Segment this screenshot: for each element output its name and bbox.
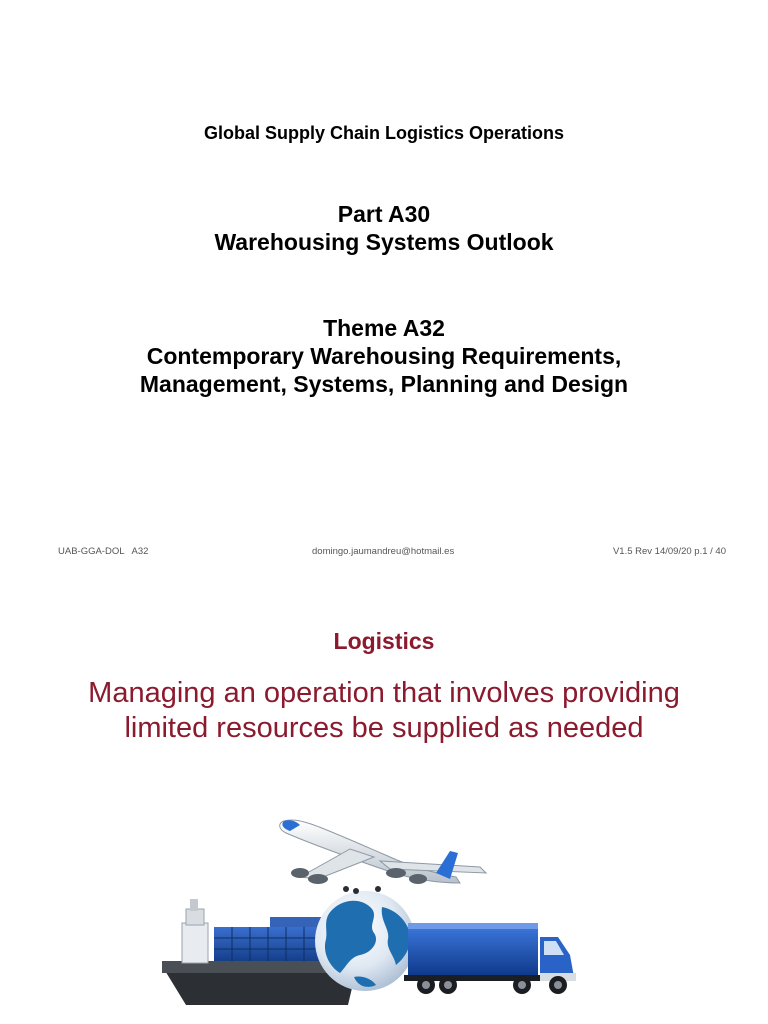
footer-version: V1.5 Rev 14/09/20 p.1 / 40 <box>612 546 726 557</box>
slide-body <box>0 676 768 746</box>
slide-heading: Logistics <box>333 628 435 654</box>
part-title: Warehousing Systems Outlook <box>214 229 554 255</box>
theme-title-line-2: Management, Systems, Planning and Design <box>139 371 629 397</box>
slide-2 <box>0 576 768 1024</box>
course-title: Global Supply Chain Logistics Operations <box>203 123 565 143</box>
body-line-1: Managing an operation that involves providing <box>88 677 680 709</box>
footer-email: domingo.jaumandreu@hotmail.es <box>312 546 455 557</box>
airplane-icon <box>280 820 486 894</box>
theme-heading <box>0 314 768 398</box>
footer-course-code: UAB-GGA-DOL A32 <box>58 546 149 557</box>
body-line-2: limited resources be supplied as needed <box>124 712 644 744</box>
globe-icon <box>315 891 415 991</box>
truck-icon <box>404 923 576 994</box>
theme-number: Theme A32 <box>323 315 445 341</box>
logistics-illustration <box>150 791 620 1024</box>
theme-title-line-1: Contemporary Warehousing Requirements, <box>146 343 622 369</box>
part-number: Part A30 <box>337 201 431 227</box>
part-heading <box>0 200 768 256</box>
